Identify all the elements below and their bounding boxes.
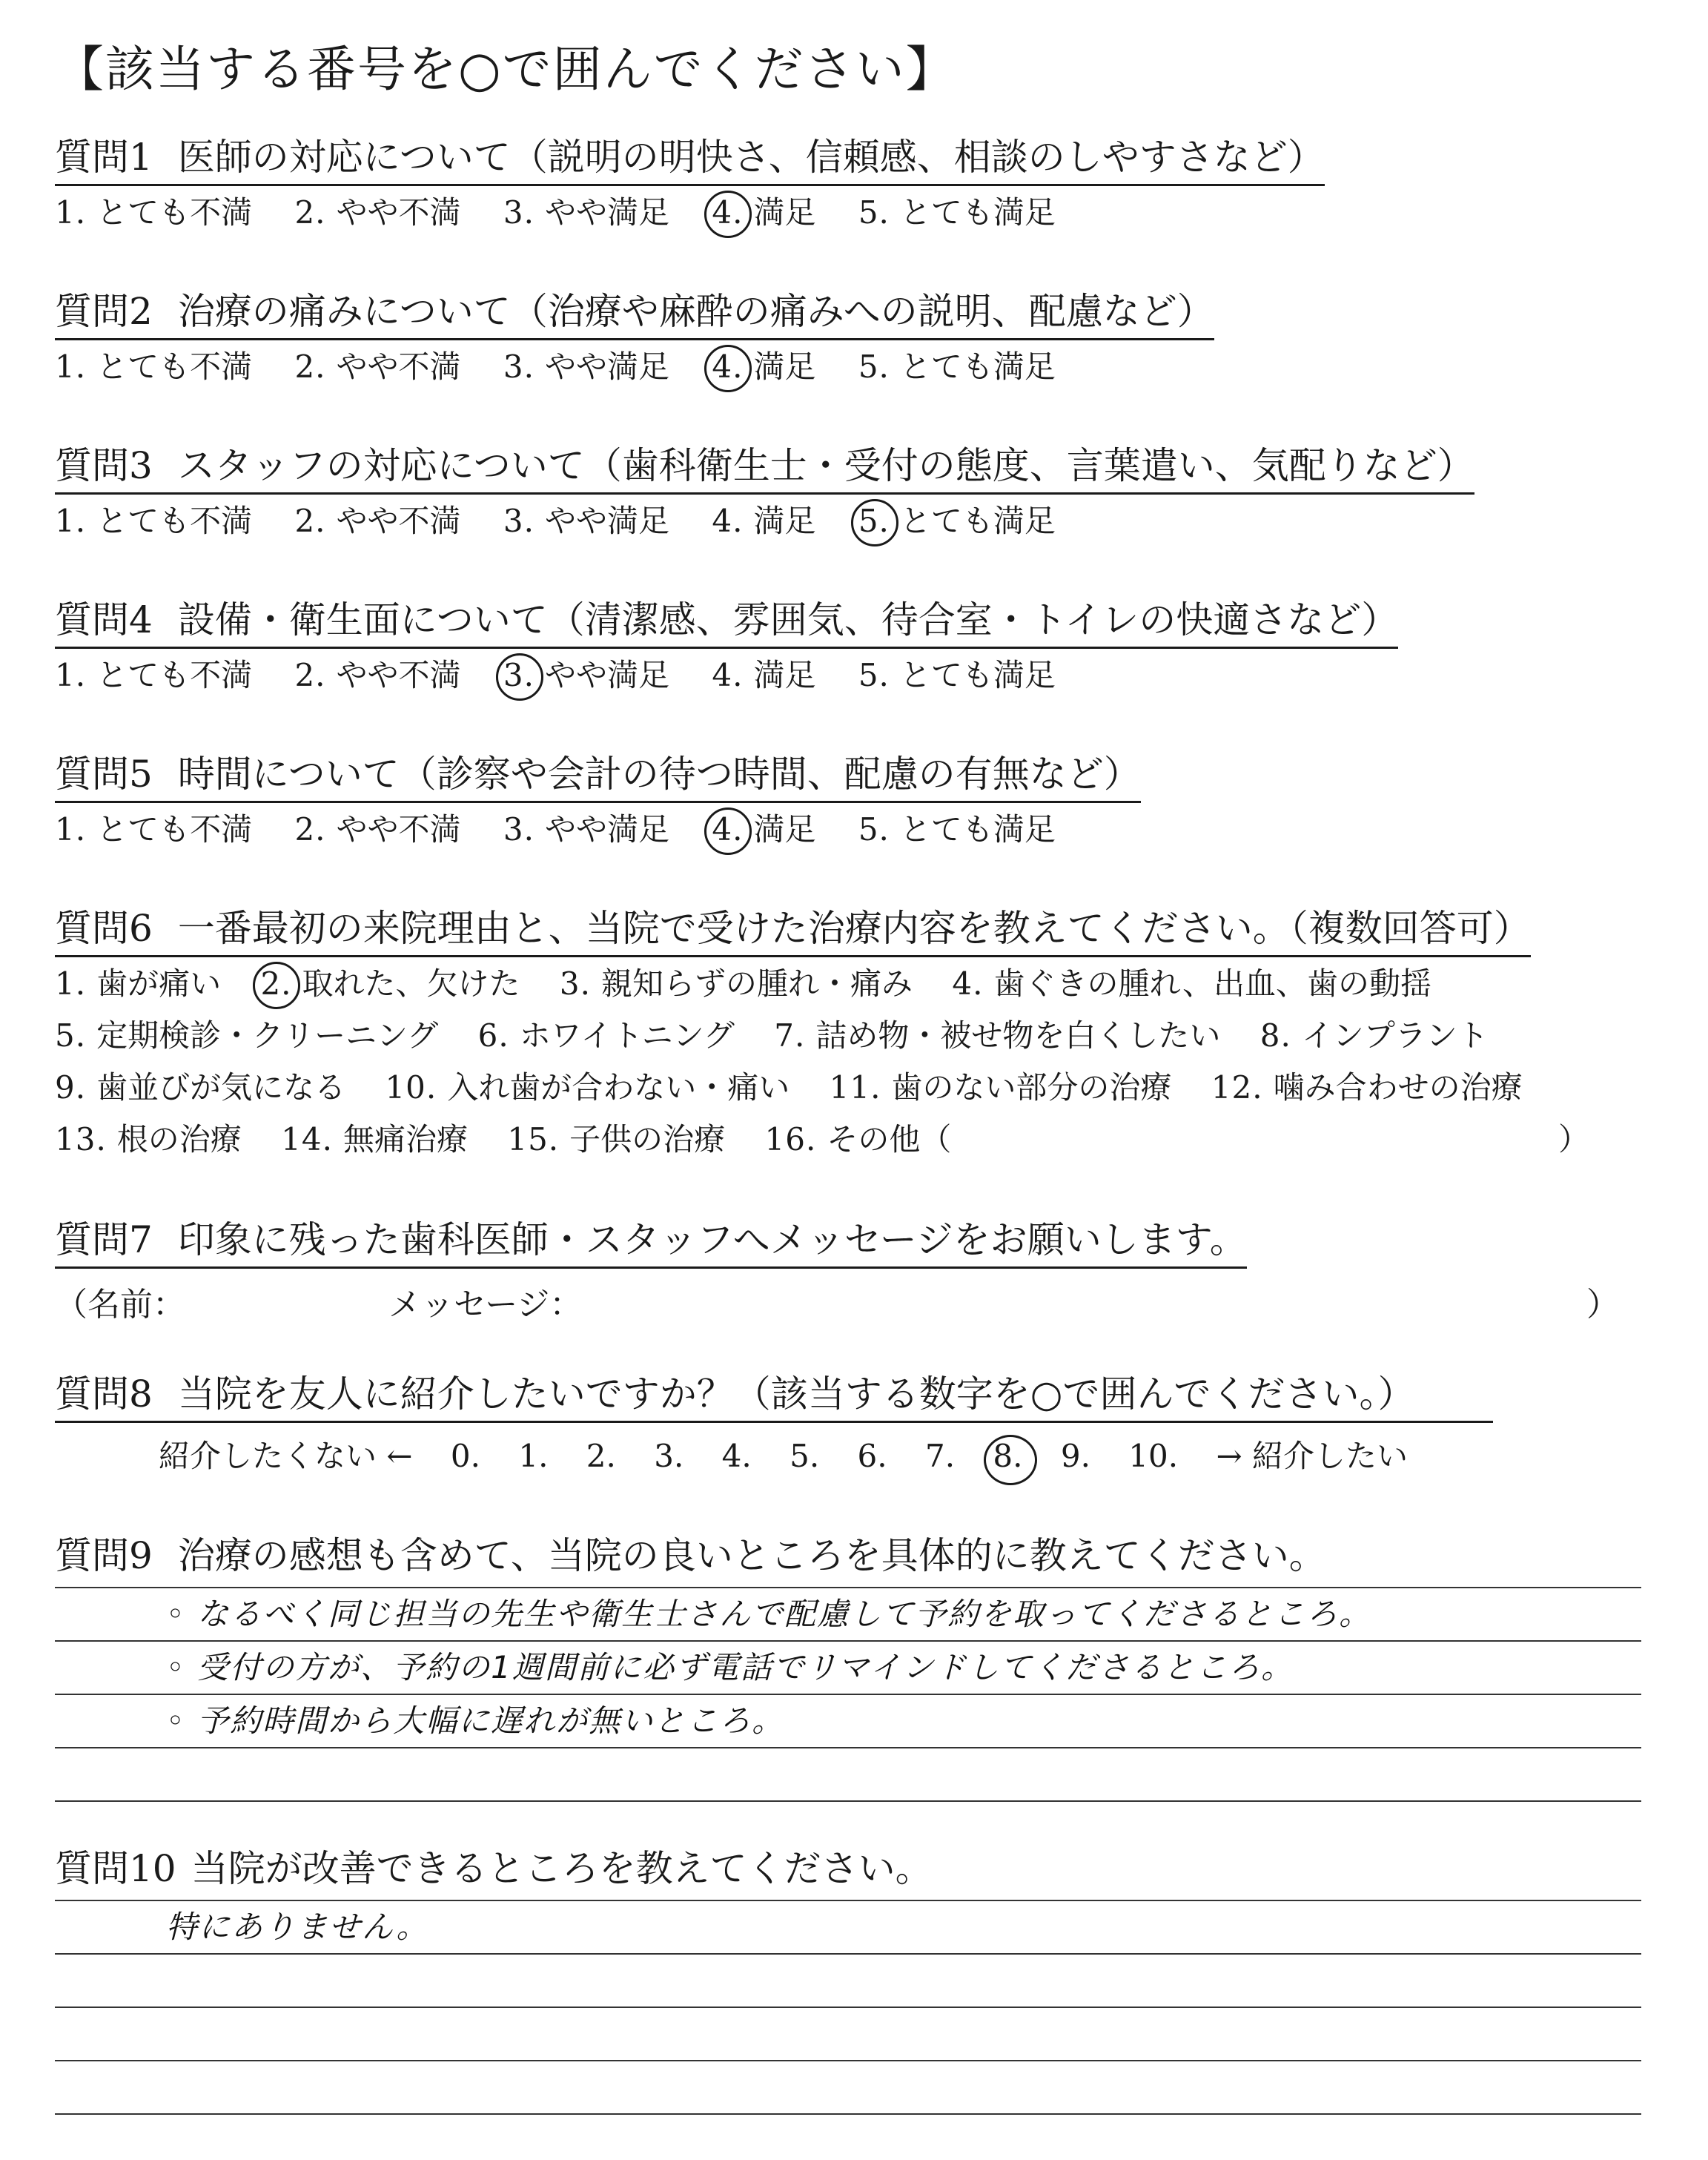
q10-answer-text: 特にありません。 (166, 1909, 429, 1945)
question-10-title (55, 1846, 1641, 1895)
q6-option-1[interactable]: 1. 歯が痛い (55, 965, 222, 1002)
q6-option-11[interactable]: 11. 歯のない部分の治療 (829, 1069, 1172, 1106)
question-7 (55, 1218, 1641, 1322)
q5-option-1[interactable]: 1. とても不満 (55, 811, 253, 848)
question-4-number: 質問4 (55, 598, 153, 641)
q8-scale-4[interactable]: 4. (721, 1438, 752, 1474)
question-10-answer-lines (55, 1900, 1641, 2115)
question-3-title (55, 443, 1474, 495)
question-8 (55, 1372, 1641, 1476)
question-2-options (55, 346, 1641, 388)
q8-scale-9[interactable]: 9. (1060, 1438, 1090, 1474)
q4-option-1[interactable]: 1. とても不満 (55, 657, 253, 693)
question-9-number: 質問9 (55, 1534, 153, 1577)
question-7-title (55, 1218, 1247, 1269)
q6-other-close: ） (1558, 1121, 1589, 1157)
q9-answer-line[interactable] (55, 1588, 1641, 1642)
question-2-title (55, 289, 1214, 340)
q4-option-4[interactable]: 4. 満足 (712, 657, 816, 693)
q5-option-2[interactable]: 2. やや不満 (294, 811, 461, 848)
q4-option-5[interactable]: 5. とても満足 (858, 657, 1056, 693)
page-heading: 【該当する番号を○で囲んでください】 (55, 41, 956, 98)
q2-option-3[interactable]: 3. やや満足 (503, 349, 669, 385)
question-5-number: 質問5 (55, 753, 153, 796)
question-1-options (55, 192, 1641, 234)
question-3 (55, 443, 1641, 542)
q3-option-1[interactable]: 1. とても不満 (55, 503, 253, 539)
q8-scale-5[interactable]: 5. (790, 1438, 820, 1474)
question-6-number: 質問6 (55, 907, 153, 950)
q9-answer-text: ◦ なるべく同じ担当の先生や衛生士さんで配慮して予約を取ってくださるところ。 (166, 1596, 1372, 1632)
q5-option-5[interactable]: 5. とても満足 (858, 811, 1056, 848)
q4-option-2[interactable]: 2. やや不満 (294, 657, 461, 693)
q6-option-2-selected[interactable]: 2. 取れた、欠けた (260, 965, 520, 1002)
question-2-number: 質問2 (55, 290, 153, 333)
q6-option-7[interactable]: 7. 詰め物・被せ物を白くしたい (774, 1017, 1221, 1054)
q9-answer-line[interactable] (55, 1695, 1641, 1748)
question-1-number: 質問1 (55, 136, 153, 179)
q8-scale-6[interactable]: 6. (857, 1438, 887, 1474)
q10-answer-line[interactable] (55, 1955, 1641, 2008)
question-5-title (55, 752, 1141, 803)
question-7-message-row (55, 1278, 1641, 1322)
question-5 (55, 752, 1641, 851)
q3-option-5-selected[interactable]: 5. とても満足 (858, 503, 1056, 539)
q1-option-4-selected[interactable]: 4. 満足 (712, 194, 816, 231)
q1-option-1[interactable]: 1. とても不満 (55, 194, 253, 231)
q8-scale-2[interactable]: 2. (586, 1438, 616, 1474)
question-4-text: 設備・衛生面について（清潔感、雰囲気、待合室・トイレの快適さなど） (177, 598, 1399, 641)
q8-scale-0[interactable]: 0. (450, 1438, 480, 1474)
question-9 (55, 1533, 1641, 1802)
q6-option-16-other[interactable]: 16. その他（ (764, 1121, 952, 1157)
question-7-text: 印象に残った歯科医師・スタッフへメッセージをお願いします。 (177, 1218, 1247, 1261)
q8-scale-1[interactable]: 1. (518, 1438, 549, 1474)
question-9-title (55, 1533, 1641, 1582)
question-10-number: 質問10 (55, 1847, 176, 1890)
q6-option-5[interactable]: 5. 定期検診・クリーニング (55, 1017, 439, 1054)
q1-option-2[interactable]: 2. やや不満 (294, 194, 461, 231)
question-2-text: 治療の痛みについて（治療や麻酔の痛みへの説明、配慮など） (177, 290, 1214, 333)
q6-option-3[interactable]: 3. 親知らずの腫れ・痛み (559, 965, 913, 1002)
q8-scale-8-selected[interactable]: 8. (993, 1438, 1023, 1474)
q1-option-5[interactable]: 5. とても満足 (858, 194, 1056, 231)
question-5-options (55, 809, 1641, 851)
q8-scale-7[interactable]: 7. (924, 1438, 956, 1474)
question-8-text: 当院を友人に紹介したいですか？（該当する数字を○で囲んでください。） (177, 1373, 1415, 1416)
q2-option-5[interactable]: 5. とても満足 (858, 349, 1056, 385)
question-3-text: スタッフの対応について（歯科衛生士・受付の態度、言葉遣い、気配りなど） (177, 444, 1474, 487)
q3-option-2[interactable]: 2. やや不満 (294, 503, 461, 539)
q3-option-4[interactable]: 4. 満足 (712, 503, 816, 539)
question-6-title (55, 906, 1531, 957)
q4-option-3-selected[interactable]: 3. やや満足 (503, 657, 669, 693)
q8-right-label: → 紹介したい (1216, 1438, 1408, 1474)
q5-option-4-selected[interactable]: 4. 満足 (712, 811, 816, 848)
q6-option-10[interactable]: 10. 入れ歯が合わない・痛い (385, 1069, 790, 1106)
q9-answer-text: ◦ 受付の方が、予約の1週間前に必ず電話でリマインドしてくださるところ。 (166, 1649, 1294, 1685)
q6-option-4[interactable]: 4. 歯ぐきの腫れ、出血、歯の動揺 (952, 965, 1431, 1002)
question-1-text: 医師の対応について（説明の明快さ、信頼感、相談のしやすさなど） (177, 136, 1325, 179)
q6-option-15[interactable]: 15. 子供の治療 (507, 1121, 726, 1157)
q9-answer-text: ◦ 予約時間から大幅に遅れが無いところ。 (166, 1702, 785, 1739)
q6-option-12[interactable]: 12. 噛み合わせの治療 (1211, 1069, 1523, 1106)
q6-option-14[interactable]: 14. 無痛治療 (281, 1121, 468, 1157)
question-6-text: 一番最初の来院理由と、当院で受けた治療内容を教えてください。（複数回答可） (177, 907, 1531, 950)
q2-option-2[interactable]: 2. やや不満 (294, 349, 461, 385)
q2-option-4-selected[interactable]: 4. 満足 (712, 349, 816, 385)
q6-option-6[interactable]: 6. ホワイトニング (477, 1017, 735, 1054)
q7-message-label: メッセージ： (388, 1286, 583, 1324)
question-5-text: 時間について（診察や会計の待つ時間、配慮の有無など） (177, 753, 1141, 796)
q7-close: ） (1586, 1286, 1619, 1324)
question-4 (55, 598, 1641, 696)
q7-name-label: （名前： (55, 1286, 185, 1324)
q6-option-13[interactable]: 13. 根の治療 (55, 1121, 242, 1157)
q3-option-3[interactable]: 3. やや満足 (503, 503, 669, 539)
q10-answer-line[interactable] (55, 2008, 1641, 2061)
q10-answer-line[interactable] (55, 1901, 1641, 1955)
question-9-text: 治療の感想も含めて、当院の良いところを具体的に教えてください。 (177, 1534, 1326, 1577)
question-8-number: 質問8 (55, 1373, 153, 1416)
q9-answer-line[interactable] (55, 1642, 1641, 1695)
q2-option-1[interactable]: 1. とても不満 (55, 349, 253, 385)
question-1-title (55, 135, 1325, 186)
question-6 (55, 906, 1641, 1171)
question-1 (55, 135, 1641, 234)
q10-answer-line[interactable] (55, 2061, 1641, 2115)
q1-option-3[interactable]: 3. やや満足 (503, 194, 669, 231)
question-9-answer-lines (55, 1587, 1641, 1802)
question-6-options (55, 963, 1641, 1171)
question-3-options (55, 501, 1641, 542)
question-4-options (55, 655, 1641, 696)
q6-option-9[interactable]: 9. 歯並びが気になる (55, 1069, 346, 1106)
q8-scale-10[interactable]: 10. (1128, 1438, 1179, 1474)
question-8-title (55, 1372, 1493, 1423)
question-7-number: 質問7 (55, 1218, 153, 1261)
question-8-scale (159, 1432, 1641, 1476)
question-10-text: 当院が改善できるところを教えてください。 (191, 1847, 933, 1890)
question-2 (55, 289, 1641, 388)
question-3-number: 質問3 (55, 444, 153, 487)
q6-option-8[interactable]: 8. インプラント (1260, 1017, 1489, 1054)
question-4-title (55, 598, 1398, 649)
q8-scale-3[interactable]: 3. (654, 1438, 684, 1474)
q8-left-label: 紹介したくない ← (159, 1438, 413, 1474)
q5-option-3[interactable]: 3. やや満足 (503, 811, 669, 848)
q9-answer-line[interactable] (55, 1748, 1641, 1802)
question-10 (55, 1846, 1641, 2115)
